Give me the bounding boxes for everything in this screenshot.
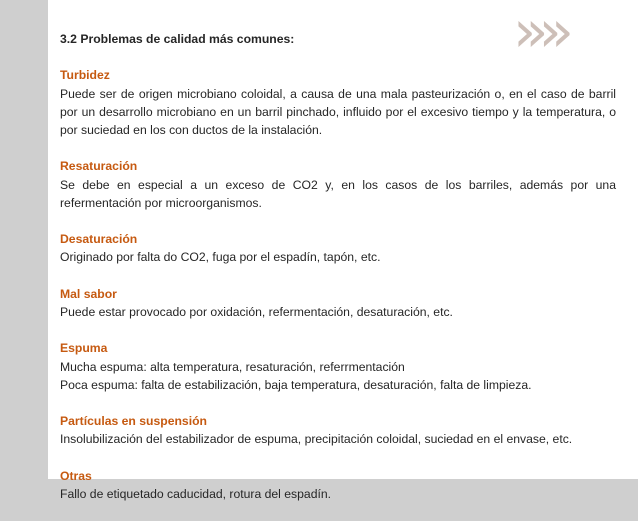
section-heading: Resaturación (60, 159, 138, 174)
section-desaturacion (60, 230, 616, 266)
section-text: Poca espuma: falta de estabilización, baja temperatura, desaturación, falta de limpieza. (60, 377, 532, 392)
section-heading: Desaturación (60, 232, 138, 247)
chevron-glyph-2: » (538, 0, 564, 65)
section-heading: Otras (60, 468, 92, 483)
section-text: Insolubilización del estabilizador de espuma, precipitación coloidal, suciedad en el envase, etc. (60, 432, 573, 447)
chevron-glyph-1: » (513, 0, 539, 65)
section-resaturacion (60, 157, 616, 212)
section-heading: Turbidez (60, 68, 110, 83)
slide-content (60, 30, 616, 521)
section-text: Puede ser de origen microbiano coloidal, a causa de una mala pasteurización o, en el caso de barril por un desarrollo microbiano en un barril pinchado, influido por el excesivo tiempo y la temperatura, o por suciedad en los con ductos de la instalación. (60, 86, 616, 137)
section-text: Puede estar provocado por oxidación, refermentación, desaturación, etc. (60, 304, 453, 319)
section-heading: Partículas en suspensión (60, 414, 207, 429)
section-text: Se debe en especial a un exceso de CO2 y, en los casos de los barriles, además por una refermentación por microorganismos. (60, 177, 616, 210)
section-text: Originado por falta do CO2, fuga por el espadín, tapón, etc. (60, 250, 381, 265)
section-espuma (60, 339, 616, 394)
section-turbidez (60, 66, 616, 139)
section-heading: Espuma (60, 341, 108, 356)
section-particulas (60, 412, 616, 448)
section-text: Fallo de etiquetado caducidad, rotura del espadín. (60, 486, 332, 501)
slide (48, 0, 638, 501)
page-title: 3.2 Problemas de calidad más comunes: (60, 32, 295, 46)
section-text: Mucha espuma: alta temperatura, resaturación, referrmentación (60, 359, 405, 374)
section-heading: Mal sabor (60, 286, 117, 301)
section-mal-sabor (60, 285, 616, 321)
section-otras (60, 467, 616, 503)
